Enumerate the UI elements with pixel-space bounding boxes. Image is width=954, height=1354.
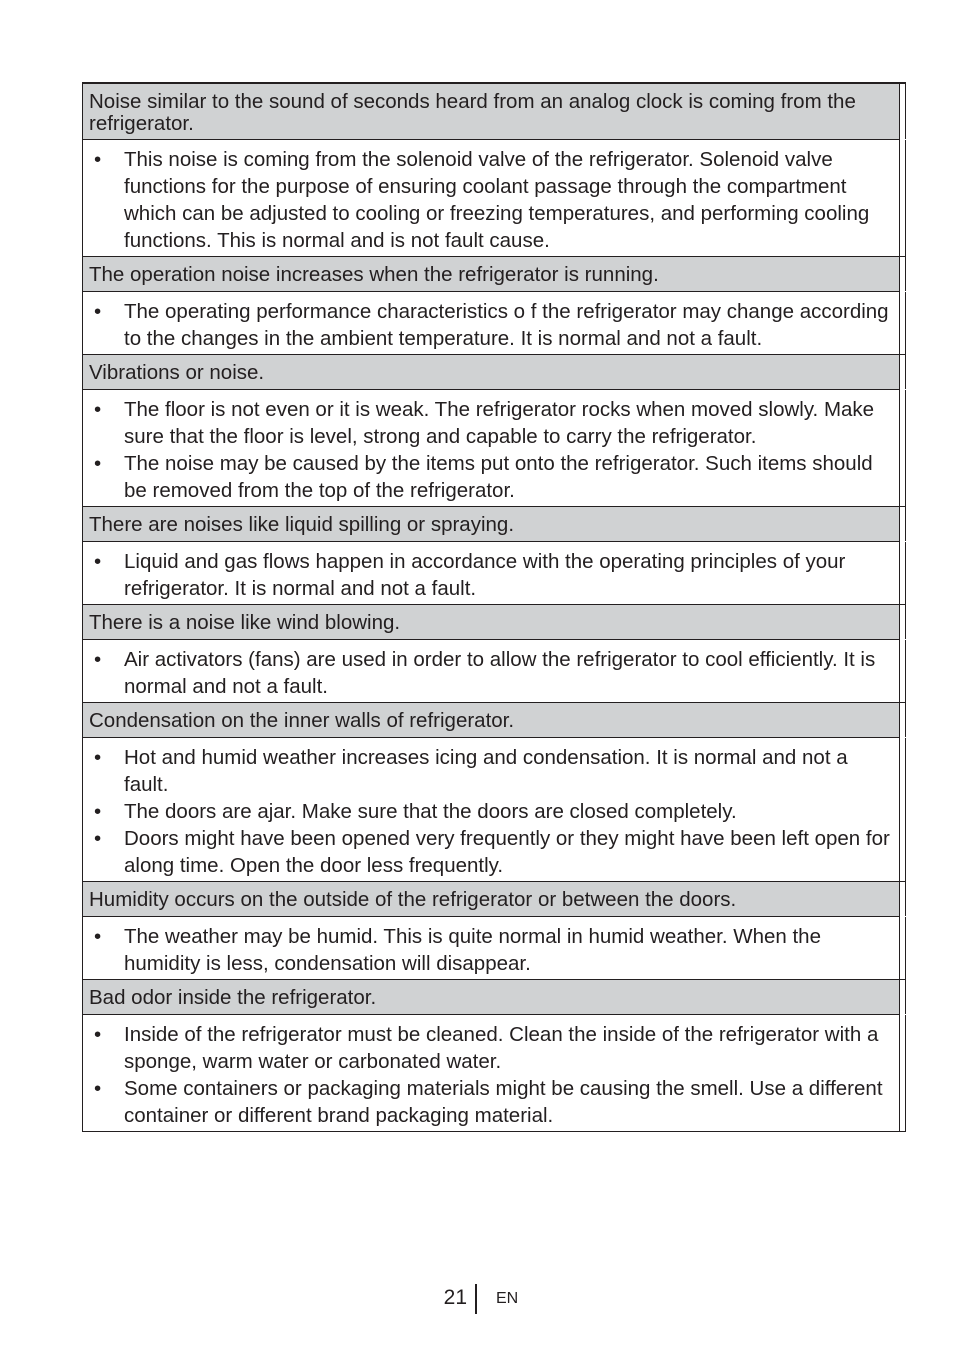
troubleshooting-table	[82, 82, 906, 1132]
solution-bullet: • The doors are ajar. Make sure that the doors are closed completely.	[89, 798, 891, 825]
solution-cell	[83, 917, 900, 979]
solution-bullet: • Hot and humid weather increases icing and condensation. It is normal and not a fault.	[89, 744, 891, 798]
solution-cell	[83, 390, 900, 506]
solution-cell	[83, 140, 900, 256]
solution-bullet: • The operating performance characteristics o f the refrigerator may change according to the changes in the ambient temperature. It is normal and not a fault.	[89, 298, 891, 352]
symptom-heading: Noise similar to the sound of seconds heard from an analog clock is coming from the refrigerator.	[83, 84, 900, 140]
solution-list	[89, 744, 891, 879]
solution-list	[89, 298, 891, 352]
solution-bullet: • Inside of the refrigerator must be cleaned. Clean the inside of the refrigerator with a sponge, warm water or carbonated water.	[89, 1021, 891, 1075]
solution-list	[89, 1021, 891, 1129]
troubleshooting-section	[83, 257, 906, 355]
symptom-heading: The operation noise increases when the refrigerator is running.	[83, 257, 900, 292]
symptom-heading: Bad odor inside the refrigerator.	[83, 980, 900, 1015]
solution-cell	[83, 292, 900, 354]
troubleshooting-section	[83, 882, 906, 980]
page-footer	[0, 1284, 954, 1316]
solution-list	[89, 646, 891, 700]
page-number: 21	[443, 1286, 467, 1309]
solution-bullet: • Some containers or packaging materials might be causing the smell. Use a different container or different brand packaging material.	[89, 1075, 891, 1129]
solution-cell	[83, 640, 900, 702]
solution-bullet: • This noise is coming from the solenoid valve of the refrigerator. Solenoid valve functions for the purpose of ensuring coolant passage through the compartment which can be adjusted to cooling or freezing temperatures, and performing cooling functions. This is normal and is not fault cause.	[89, 146, 891, 254]
solution-list	[89, 396, 891, 504]
symptom-heading: There is a noise like wind blowing.	[83, 605, 900, 640]
solution-bullet: • Doors might have been opened very frequently or they might have been left open for along time. Open the door less frequently.	[89, 825, 891, 879]
solution-bullet: • The noise may be caused by the items put onto the refrigerator. Such items should be removed from the top of the refrigerator.	[89, 450, 891, 504]
symptom-heading: Vibrations or noise.	[83, 355, 900, 390]
symptom-heading: Condensation on the inner walls of refrigerator.	[83, 703, 900, 738]
language-code: EN	[496, 1290, 519, 1307]
solution-bullet: • Liquid and gas flows happen in accordance with the operating principles of your refrigerator. It is normal and not a fault.	[89, 548, 891, 602]
solution-cell	[83, 1015, 900, 1131]
solution-bullet: • Air activators (fans) are used in order to allow the refrigerator to cool efficiently. It is normal and not a fault.	[89, 646, 891, 700]
solution-cell	[83, 542, 900, 604]
symptom-heading: Humidity occurs on the outside of the refrigerator or between the doors.	[83, 882, 900, 917]
solution-cell	[83, 738, 900, 881]
solution-list	[89, 923, 891, 977]
troubleshooting-section	[83, 703, 906, 882]
troubleshooting-section	[83, 84, 906, 257]
troubleshooting-section	[83, 605, 906, 703]
troubleshooting-section	[83, 355, 906, 507]
troubleshooting-section	[83, 980, 906, 1132]
solution-bullet: • The floor is not even or it is weak. The refrigerator rocks when moved slowly. Make sure that the floor is level, strong and capable to carry the refrigerator.	[89, 396, 891, 450]
solution-list	[89, 548, 891, 602]
symptom-heading: There are noises like liquid spilling or spraying.	[83, 507, 900, 542]
footer-divider	[475, 1284, 477, 1314]
solution-bullet: • The weather may be humid. This is quite normal in humid weather. When the humidity is less, condensation will disappear.	[89, 923, 891, 977]
solution-list	[89, 146, 891, 254]
troubleshooting-section	[83, 507, 906, 605]
